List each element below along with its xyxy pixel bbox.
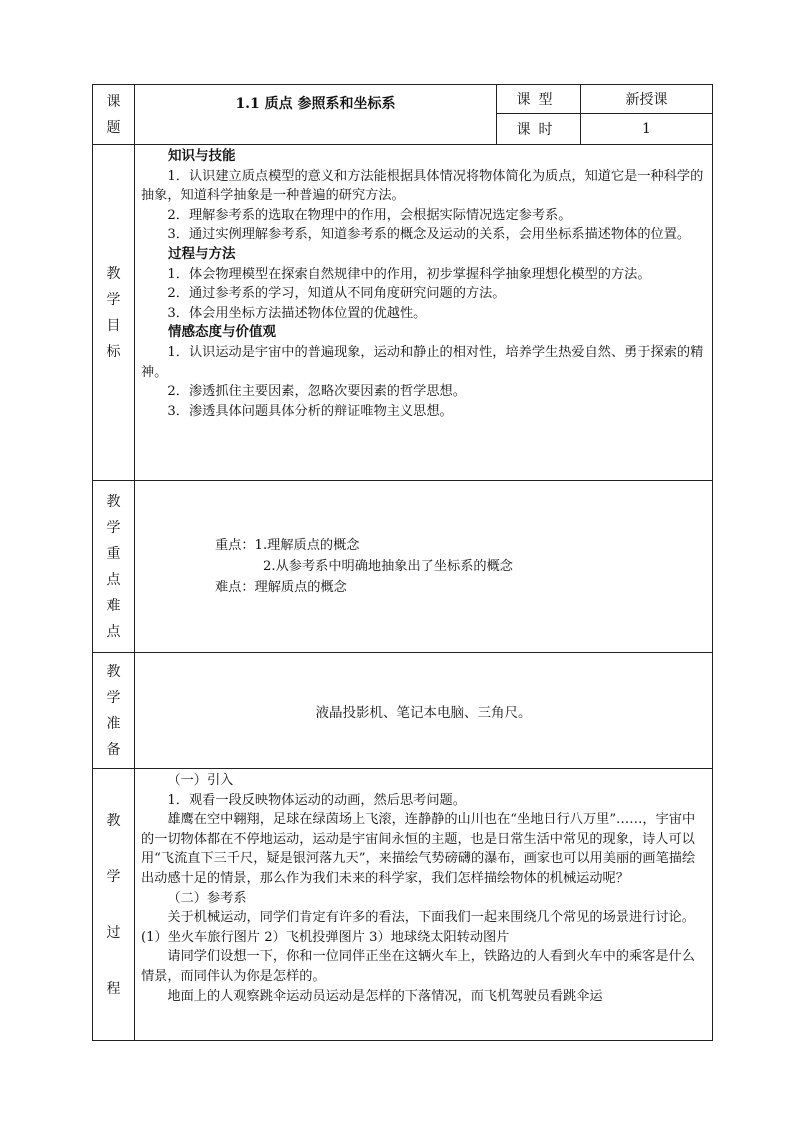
preparation-label: 教 学 准 备 [93,653,135,769]
process-paragraph: 关于机械运动，同学们肯定有许多的看法，下面我们一起来围绕几个常见的场景进行讨论。(1）坐火车旅行图片 2）飞机投弹图片 3）地球绕太阳转动图片 [141,910,695,945]
lesson-title: 1.1 质点 参照系和坐标系 [135,85,497,145]
objective-heading: 知识与技能 [168,148,236,164]
lesson-plan-table [92,84,713,1041]
focus-point-1: 重点：1.理解质点的概念 [215,538,360,553]
hours-label: 课时 [497,114,581,145]
process-paragraph: 地面上的人观察跳伞运动员运动是怎样的下落情况，而飞机驾驶员看跳伞运 [167,988,603,1004]
objective-item: 2．渗透抓住主要因素，忽略次要因素的哲学思想。 [167,384,466,400]
objective-item: 1．认识建立质点模型的意义和方法能根据具体情况将物体简化为质点，知道它是一种科学的抽象，知道科学抽象是一种普遍的研究方法。 [141,168,704,204]
objectives-label: 教 学 目 标 [93,145,135,481]
process-paragraph: （一）引入 [167,773,234,788]
objective-item: 3．通过实例理解参考系，知道参考系的概念及运动的关系，会用坐标系描述物体的位置。 [167,227,691,243]
objective-heading: 情感态度与价值观 [168,324,276,341]
type-label: 课型 [497,85,581,114]
objective-item: 2．理解参考系的选取在物理中的作用，会根据实际情况选定参考系。 [167,207,572,223]
process-paragraph: 雄鹰在空中翱翔，足球在绿茵场上飞滚，连静静的山川也在“坐地日行八万里”……，宇宙中的一切物体都在不停地运动，运动是宇宙间永恒的主题，也是日常生活中常见的现象，诗人可以用“飞流直下三千尺，疑是银河落九天”，来描绘气势磅礴的瀑布，画家也可以用美丽的画笔描绘出动感十足的情景，那么作为我们未来的科学家，我们怎样描绘物体的机械运动呢？ [141,812,696,886]
process-paragraph: 请同学们设想一下，你和一位同伴正坐在这辆火车上，铁路边的人看到火车中的乘客是什么情景，而同伴认为你是怎样的。 [141,949,695,984]
objective-heading: 过程与方法 [168,245,236,262]
objective-item: 2．通过参考系的学习，知道从不同角度研究问题的方法。 [167,286,506,302]
objective-item: 3．渗透具体问题具体分析的辩证唯物主义思想。 [167,403,453,419]
objective-item: 1．认识运动是宇宙中的普遍现象，运动和静止的相对性，培养学生热爱自然、勇于探索的精神。 [141,344,704,380]
subject-label: 课 题 [93,85,135,145]
process-label: 教 学 过 程 [93,769,135,1041]
process-paragraph: （二）参考系 [167,890,247,906]
key-points-label: 教 学 重 点 难 点 [93,481,135,653]
type-value: 新授课 [581,85,713,114]
hours-value: 1 [581,114,713,145]
process-content [135,769,713,1041]
objective-item: 3．体会用坐标方法描述物体位置的优越性。 [167,305,427,321]
objectives-content [135,145,713,481]
objective-item: 1．体会物理模型在探索自然规律中的作用，初步掌握科学抽象理想化模型的方法。 [167,266,651,282]
key-points-content [135,481,713,653]
difficulty-point: 难点：理解质点的概念 [215,580,347,595]
focus-point-2: 2.从参考系中明确地抽象出了坐标系的概念 [263,559,513,574]
process-paragraph: 1．观看一段反映物体运动的动画，然后思考问题。 [167,792,466,808]
preparation-content: 液晶投影机、笔记本电脑、三角尺。 [135,653,713,769]
